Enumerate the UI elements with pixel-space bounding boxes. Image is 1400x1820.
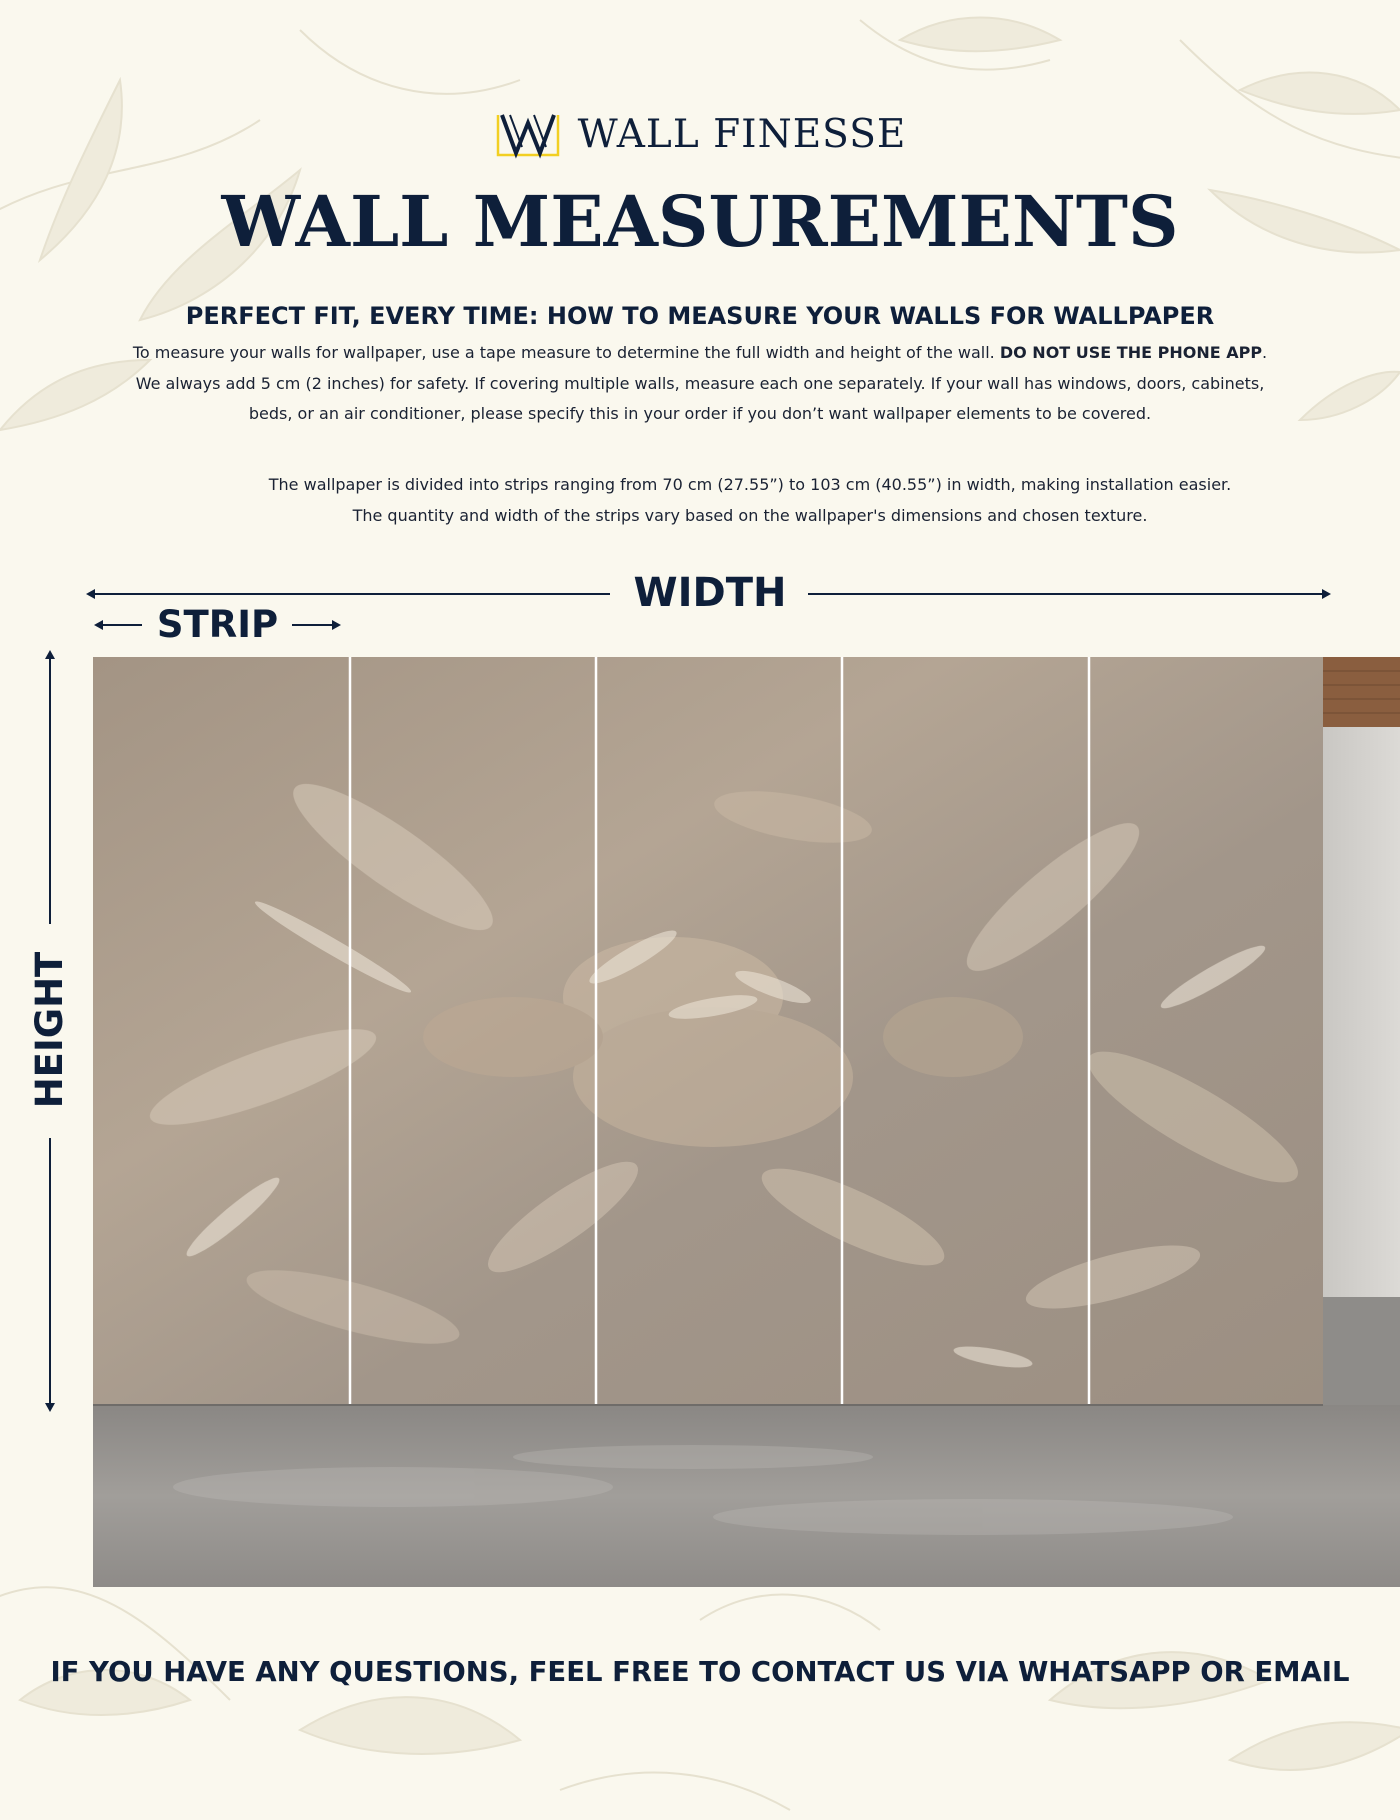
intro-line-1-end: . [1262, 343, 1268, 362]
intro-line-3: beds, or an air conditioner, please specify this in your order if you don’t want wallpaper elements to be covered. [248, 404, 1152, 423]
wood-ceiling [1323, 657, 1400, 727]
brand-logo [0, 108, 1400, 160]
height-label: HEIGHT [28, 951, 71, 1109]
intro-paragraph [90, 338, 1310, 430]
width-label: WIDTH [633, 570, 787, 616]
wf-monogram-icon [494, 109, 562, 159]
strips-note-line-2: The quantity and width of the strips vary based on the wallpaper's dimensions and chosen texture. [352, 505, 1148, 525]
phone-app-warning: DO NOT USE THE PHONE APP [999, 343, 1263, 362]
brand-name: WALL FINESSE [577, 111, 907, 157]
strip-line-right [292, 624, 332, 626]
intro-line-1 [90, 338, 1310, 369]
page-title: WALL MEASUREMENTS [221, 180, 1179, 263]
width-line-right [808, 593, 1322, 595]
page-subtitle: PERFECT FIT, EVERY TIME: HOW TO MEASURE YOUR WALLS FOR WALLPAPER [185, 302, 1215, 330]
strip-arrow-right-icon [332, 620, 341, 630]
intro-line-2: We always add 5 cm (2 inches) for safety. If covering multiple walls, measure each one separately. If your wall has windows, doors, cabinets, [135, 373, 1265, 393]
strip-line-left [100, 624, 142, 626]
width-line-left [92, 593, 610, 595]
contact-cta: IF YOU HAVE ANY QUESTIONS, FEEL FREE TO CONTACT US VIA WHATSAPP OR EMAIL [50, 1656, 1350, 1688]
width-arrow-right-icon [1322, 589, 1331, 599]
strips-note [200, 470, 1300, 531]
side-wall [1323, 657, 1400, 1405]
strip-label: STRIP [156, 603, 279, 646]
height-line-top [49, 658, 51, 924]
wallpaper-room-illustration [93, 657, 1400, 1587]
intro-line-1-text: To measure your walls for wallpaper, use a tape measure to determine the full width and height of the wall. [132, 343, 1000, 362]
height-line-bottom [49, 1138, 51, 1403]
height-arrow-down-icon [45, 1403, 55, 1412]
strips-note-line-1: The wallpaper is divided into strips ranging from 70 cm (27.55”) to 103 cm (40.55”) in width, making installation easier. [268, 475, 1232, 494]
